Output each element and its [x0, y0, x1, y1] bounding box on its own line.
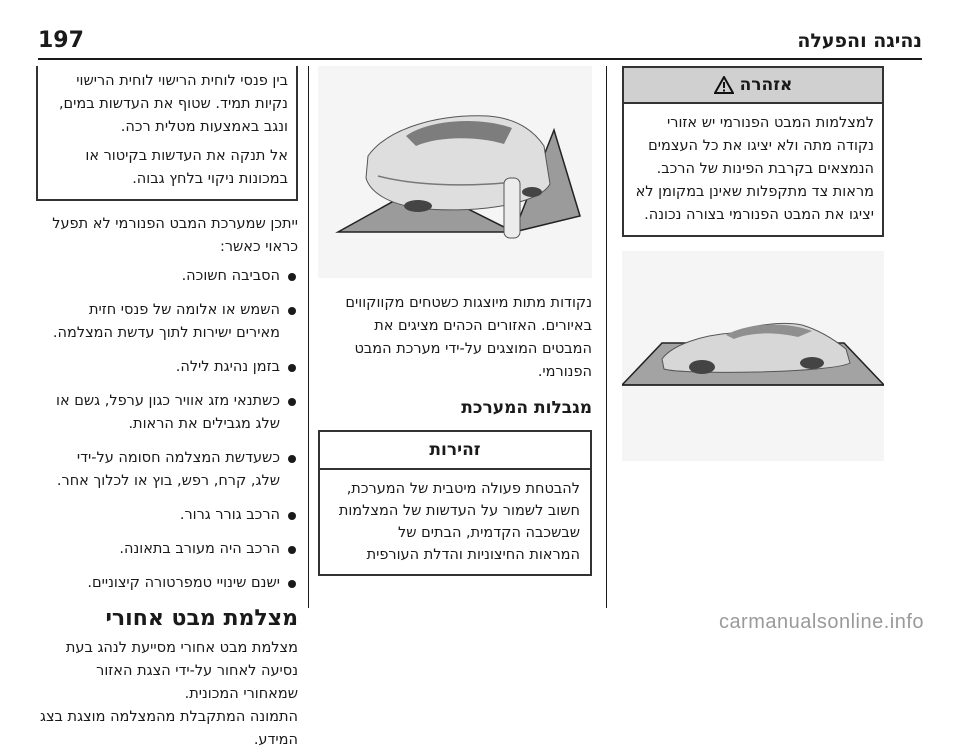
caption-line: באיורים. האזורים הכהים מציגים את	[374, 318, 592, 334]
left-column	[36, 66, 298, 752]
column-divider-left	[308, 66, 309, 608]
list-item: כשתנאי מזג אוויר כגון ערפל, גשם או שלג מגבילים את הראות.	[36, 390, 298, 436]
page-number: 197	[38, 28, 84, 53]
warning-title: אזהרה	[739, 75, 793, 95]
rear-line: המידע.	[253, 732, 298, 748]
caution-line: שבשכבה הקדמית, הבתים של	[398, 525, 580, 541]
rear-line: נסיעה לאחור על-ידי הצגת האזור	[96, 663, 298, 679]
warning-line: הנמצאים בקרבת הפינות של הרכב.	[656, 161, 874, 177]
section-title: נהיגה והפעלה	[797, 30, 922, 52]
intro-line: כראוי כאשר:	[219, 239, 298, 255]
rear-camera-text	[36, 637, 298, 752]
caution-continued-line: בין פנסי לוחית הרישוי לוחית הרישוי	[76, 73, 288, 89]
caution-continued-box	[36, 66, 298, 201]
list-item: בזמן נהיגת לילה.	[36, 356, 298, 379]
list-item: הרכב גורר גרור.	[36, 504, 298, 527]
side-view-illustration	[622, 251, 884, 461]
warning-triangle-icon	[714, 76, 734, 94]
rear-line: התמונה המתקבלת מהמצלמה מוצגת בצג	[39, 709, 298, 725]
warning-header	[624, 68, 882, 104]
caution-line: המראות החיצוניות והדלת העורפית	[366, 547, 580, 563]
list-item: השמש או אלומה של פנסי חזית מאירים ישירות לתוך עדשת המצלמה.	[36, 299, 298, 345]
caution-title: זהירות	[320, 432, 590, 470]
rear-camera-heading: מצלמת מבט אחורי	[105, 606, 298, 631]
caption-line: נקודות מתות מיוצגות כשטחים מקווקווים	[345, 295, 592, 311]
list-item: הסביבה חשוכה.	[36, 265, 298, 288]
watermark: carmanualsonline.info	[718, 611, 924, 633]
caution-line: להבטחת פעולה מיטבית של המערכת,	[346, 481, 580, 497]
page-header	[38, 22, 922, 60]
warning-line: מראות צד מתקפלות שאינן במקומן לא	[635, 184, 874, 200]
caution-continued-line: אל תנקה את העדשות בקיטור או	[85, 148, 288, 164]
column-divider-right	[606, 66, 607, 608]
limits-heading: מגבלות המערכת	[461, 398, 592, 418]
caution-box	[318, 430, 592, 576]
intro-line: ייתכן שמערכת המבט הפנורמי לא תפעל	[52, 216, 298, 232]
caption-line: הפנורמי.	[537, 364, 592, 380]
conditions-list	[36, 265, 298, 595]
caption-line: המבטים המוצגים על-ידי מערכת המבט	[354, 341, 592, 357]
warning-line: יציגו את המבט הפנורמי בצורה נכונה.	[644, 207, 874, 223]
caution-line: חשוב לשמור על העדשות של המצלמות	[338, 503, 580, 519]
warning-box	[622, 66, 884, 237]
caution-body	[320, 470, 590, 574]
front-view-illustration	[318, 66, 592, 278]
conditions-intro	[36, 213, 298, 259]
rear-line: שמאחורי המכונית.	[184, 686, 298, 702]
caution-continued-line: נקיות תמיד. שטוף את העדשות במים,	[58, 96, 288, 112]
caution-continued-line: במכונות ניקוי בלחץ גבוה.	[132, 171, 288, 187]
list-item: כשעדשת המצלמה חסומה על-ידי שלג, קרח, רפש, בוץ או לכלוך אחר.	[36, 447, 298, 493]
list-item: הרכב היה מעורב בתאונה.	[36, 538, 298, 561]
caution-continued-line: ונגב באמצעות מטלית רכה.	[120, 119, 288, 135]
right-column	[622, 66, 884, 465]
rear-line: מצלמת מבט אחורי מסייעת לנהג בעת	[65, 640, 298, 656]
warning-body	[624, 104, 882, 235]
list-item: ישנם שינויי טמפרטורה קיצוניים.	[36, 572, 298, 595]
warning-line: נקודה מתה ולא יציגו את כל העצמים	[648, 138, 874, 154]
warning-line: למצלמות המבט הפנורמי יש אזורי	[667, 115, 874, 131]
caption	[318, 292, 592, 384]
middle-column	[318, 66, 592, 576]
